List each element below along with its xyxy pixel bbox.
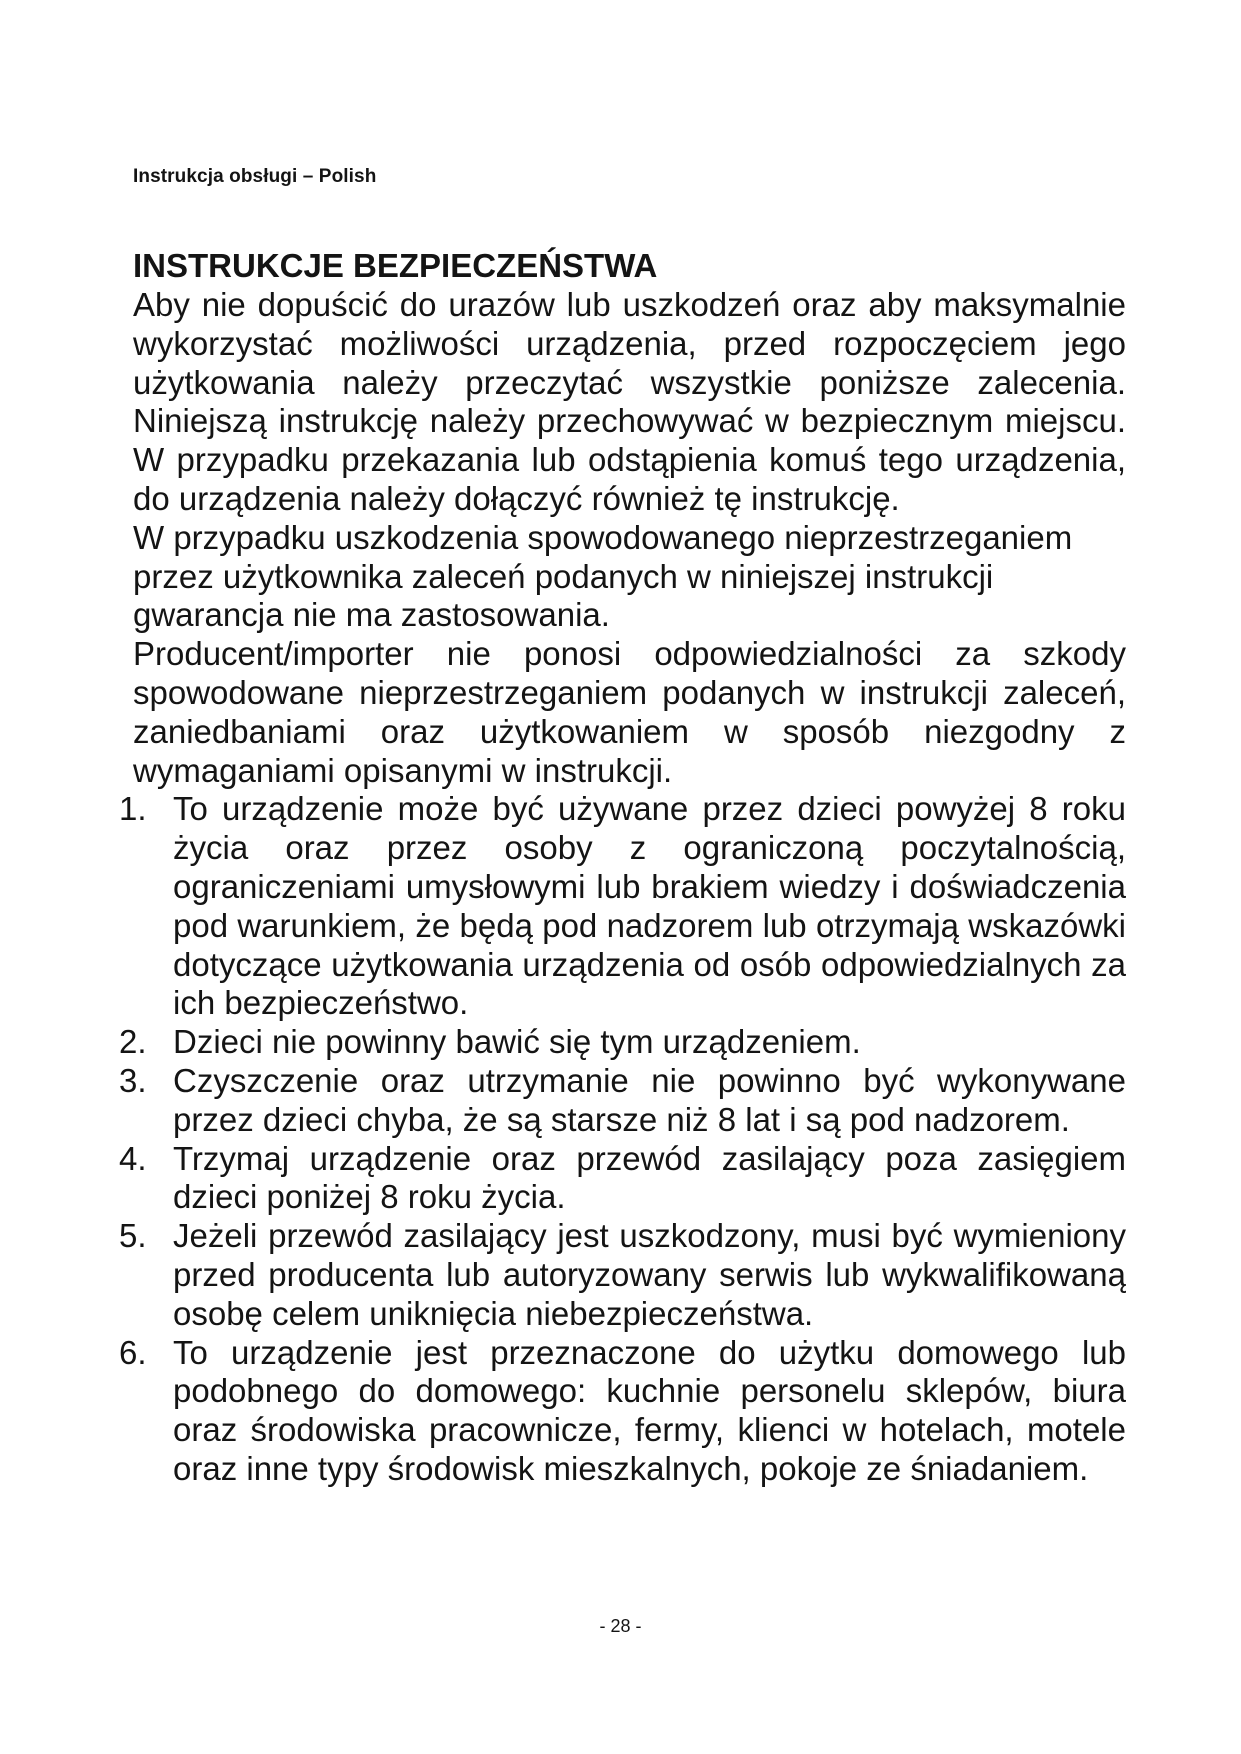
list-item-text: To urządzenie jest przeznaczone do użytku domowego lub podobnego do domowego: kuchnie personelu sklepów, biura oraz środowiska pracownicze, fermy, klienci w hotelach, motele oraz inne typy środowisk mieszkalnych, pokoje ze śniadaniem. — [173, 1333, 1126, 1487]
list-item — [119, 1023, 1126, 1062]
list-item — [119, 1139, 1126, 1218]
document-header: Instrukcja obsługi – Polish — [133, 166, 377, 187]
list-item — [119, 1061, 1126, 1140]
list-item-number: 3. — [119, 1061, 147, 1099]
list-item-text: Dzieci nie powinny bawić się tym urządzeniem. — [173, 1023, 861, 1061]
list-item-number: 6. — [119, 1333, 147, 1371]
list-item-number: 5. — [119, 1217, 147, 1255]
list-item-text: To urządzenie może być używane przez dzieci powyżej 8 roku życia oraz przez osoby z ograniczoną poczytalnością, ograniczeniami umysłowymi lub brakiem wiedzy i doświadczenia pod warunkiem, że będą pod nadzorem lub otrzymają wskazówki dotyczące użytkowania urządzenia od osób odpowiedzialnych za ich bezpieczeństwo. — [173, 790, 1126, 1022]
list-item — [119, 790, 1126, 1023]
list-item-text: Trzymaj urządzenie oraz przewód zasilający poza zasięgiem dzieci poniżej 8 roku życia. — [173, 1139, 1126, 1216]
liability-paragraph: Producent/importer nie ponosi odpowiedzialności za szkody spowodowane nieprzestrzeganiem podanych w instrukcji zaleceń, zaniedbaniami oraz użytkowaniem w sposób niezgodny z wymaganiami opisanymi w instrukcji. — [133, 635, 1126, 789]
page-number: - 28 - — [599, 1616, 642, 1636]
list-item — [119, 1333, 1126, 1489]
list-item-number: 1. — [119, 790, 147, 828]
list-item — [119, 1217, 1126, 1333]
safety-rules-list — [119, 790, 1126, 1488]
list-item-number: 2. — [119, 1023, 147, 1061]
intro-paragraph: Aby nie dopuścić do urazów lub uszkodzeń oraz aby maksymalnie wykorzystać możliwości urządzenia, przed rozpoczęciem jego użytkowania należy przeczytać wszystkie poniższe zalecenia. Niniejszą instrukcję należy przechowywać w bezpiecznym miejscu. W przypadku przekazania lub odstąpienia komuś tego urządzenia, do urządzenia należy dołączyć również tę instrukcję. — [133, 286, 1126, 517]
page-title: INSTRUKCJE BEZPIECZEŃSTWA — [133, 247, 658, 284]
list-item-text: Jeżeli przewód zasilający jest uszkodzony, musi być wymieniony przed producenta lub autoryzowany serwis lub wykwalifikowaną osobę celem uniknięcia niebezpieczeństwa. — [173, 1217, 1126, 1332]
list-item-number: 4. — [119, 1139, 147, 1177]
warranty-paragraph: W przypadku uszkodzenia spowodowanego nieprzestrzeganiem przez użytkownika zaleceń podanych w niniejszej instrukcji gwarancja nie ma zastosowania. — [133, 518, 1073, 634]
document-body — [119, 286, 1126, 1489]
list-item-text: Czyszczenie oraz utrzymanie nie powinno być wykonywane przez dzieci chyba, że są starsze niż 8 lat i są pod nadzorem. — [173, 1061, 1126, 1138]
